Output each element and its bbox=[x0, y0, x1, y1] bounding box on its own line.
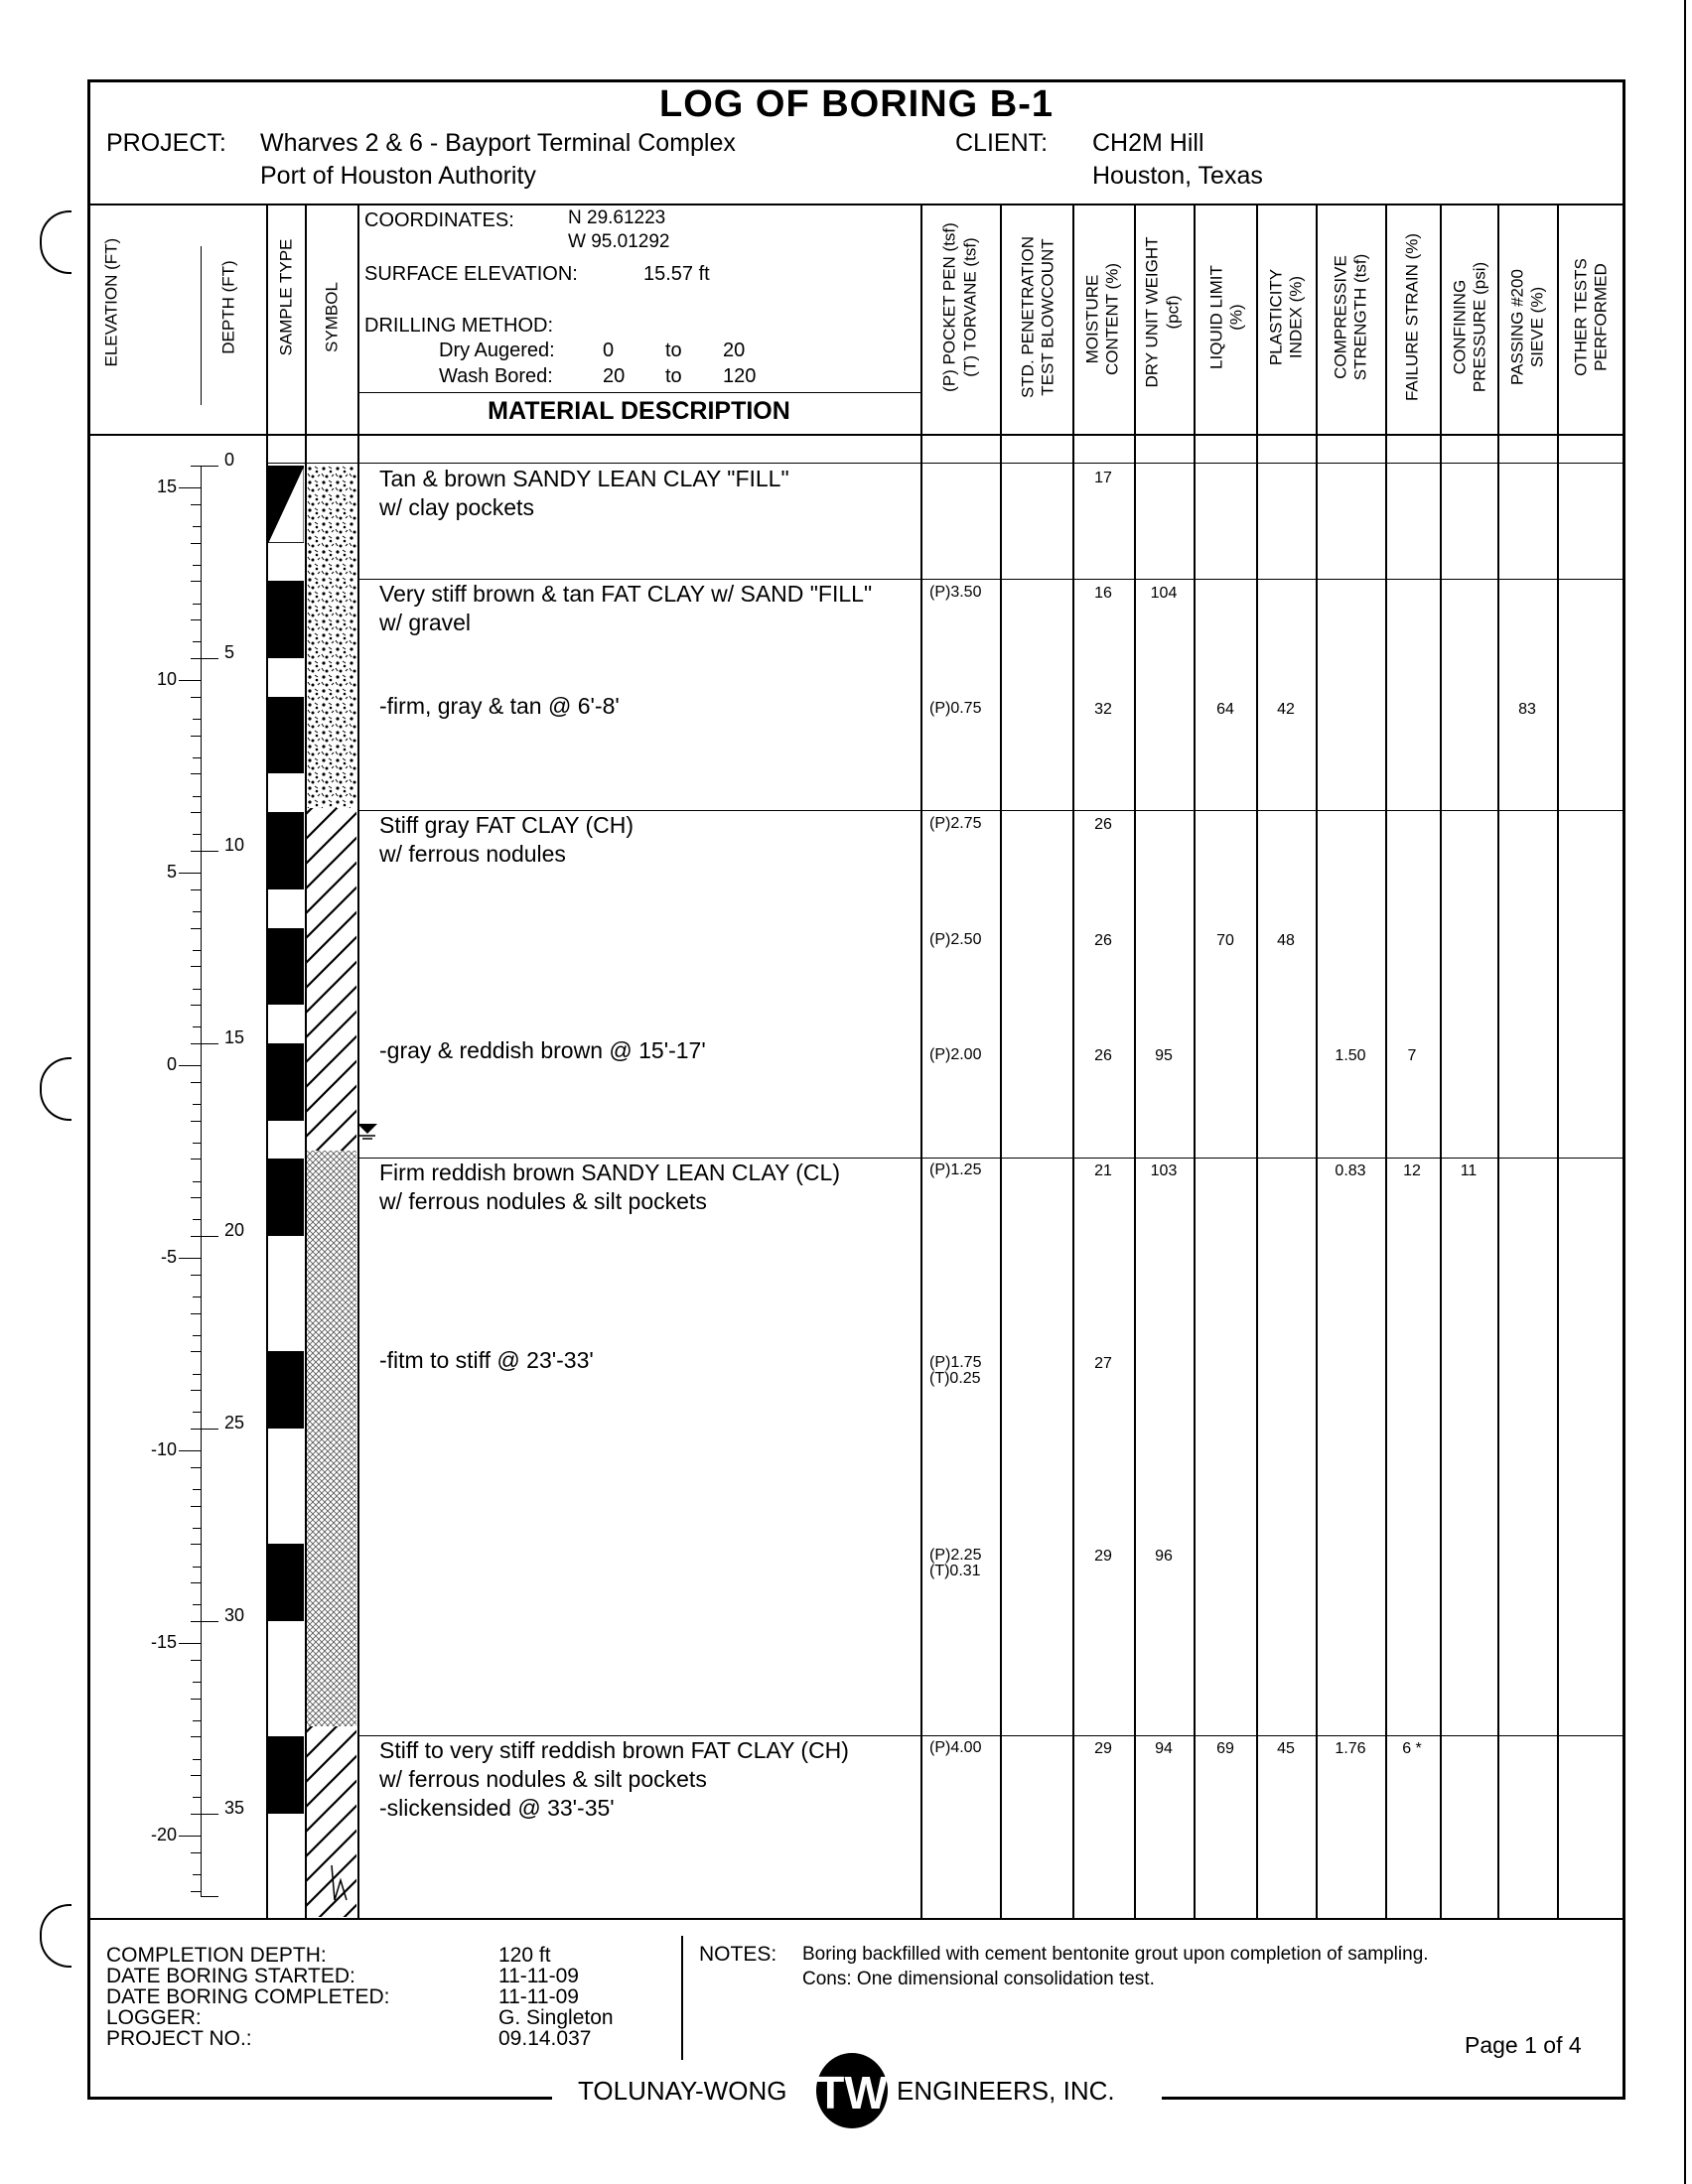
lab-value-dry: 103 bbox=[1150, 1162, 1178, 1180]
stratum-description: Stiff gray FAT CLAY (CH) w/ ferrous nodules bbox=[379, 812, 634, 867]
elevation-tick bbox=[193, 1143, 201, 1144]
other-tests-header-line1: OTHER TESTS bbox=[1571, 258, 1591, 376]
elevation-label: -15 bbox=[150, 1632, 177, 1653]
date-started-label: DATE BORING STARTED: bbox=[106, 1965, 355, 1987]
notes-label: NOTES: bbox=[699, 1943, 777, 1966]
elevation-tick bbox=[193, 1682, 201, 1683]
company-name-right: ENGINEERS, INC. bbox=[897, 2076, 1115, 2106]
elevation-tick bbox=[193, 1181, 201, 1182]
elevation-label: 0 bbox=[166, 1054, 177, 1075]
depth-label: 15 bbox=[224, 1027, 245, 1047]
elevation-tick bbox=[193, 1489, 201, 1490]
logger-value: G. Singleton bbox=[498, 2006, 614, 2029]
header-bottom-rule bbox=[87, 204, 1625, 205]
stratum-note: -fitm to stiff @ 23'-33' bbox=[379, 1347, 594, 1373]
scale-tick bbox=[191, 1005, 201, 1006]
scale-tick bbox=[191, 1544, 201, 1545]
column-divider bbox=[1316, 204, 1318, 1918]
elevation-tick bbox=[179, 1643, 201, 1644]
elevation-tick bbox=[193, 989, 201, 990]
depth-label: 5 bbox=[224, 642, 235, 662]
elevation-tick bbox=[179, 680, 201, 681]
elevation-header: ELEVATION (FT) bbox=[101, 237, 121, 367]
confining-header-line1: CONFINING bbox=[1450, 279, 1470, 375]
scale-tick bbox=[191, 543, 201, 544]
passing-header-line2: SIEVE (%) bbox=[1527, 286, 1547, 368]
lab-value-mc: 27 bbox=[1094, 1355, 1112, 1373]
elevation-tick bbox=[193, 1567, 201, 1568]
lab-value-cs: 1.50 bbox=[1335, 1047, 1366, 1064]
svg-text:TW: TW bbox=[816, 2067, 888, 2118]
soil-symbol-column bbox=[307, 466, 356, 1917]
confining-header-line2: PRESSURE (psi) bbox=[1470, 261, 1489, 393]
lab-value-fs: 7 bbox=[1407, 1047, 1417, 1064]
date-completed-value: 11-11-09 bbox=[498, 1985, 579, 2008]
lab-value-p200: 83 bbox=[1518, 700, 1536, 718]
lab-value-cs: 1.76 bbox=[1335, 1740, 1366, 1758]
column-header-bottom-rule bbox=[87, 434, 1625, 436]
scale-tick bbox=[191, 1814, 218, 1815]
elevation-label: -20 bbox=[150, 1825, 177, 1845]
lab-value-mc: 16 bbox=[1094, 585, 1112, 603]
project-name: Wharves 2 & 6 - Bayport Terminal Complex bbox=[260, 129, 736, 157]
elevation-tick bbox=[193, 1759, 201, 1760]
depth-label: 25 bbox=[224, 1413, 245, 1433]
scale-tick bbox=[191, 1351, 201, 1352]
elevation-tick bbox=[193, 1412, 201, 1413]
lab-value-dry: 95 bbox=[1155, 1047, 1173, 1064]
elevation-tick bbox=[193, 834, 201, 835]
dry-augered-from: 0 bbox=[603, 340, 615, 361]
scale-tick bbox=[191, 504, 201, 505]
failure-strain-header: FAILURE STRAIN (%) bbox=[1402, 232, 1422, 402]
scale-tick bbox=[191, 619, 201, 620]
lab-value-fs: 12 bbox=[1403, 1162, 1421, 1180]
stratum-note: -firm, gray & tan @ 6'-8' bbox=[379, 693, 620, 719]
stratum-description: Stiff to very stiff reddish brown FAT CLAY (CH) w/ ferrous nodules & silt pockets -slickensided @ 33'-35' bbox=[379, 1737, 849, 1821]
scale-tick bbox=[191, 1275, 201, 1276]
pocket-pen-header: (P) POCKET PEN (tsf) bbox=[939, 222, 959, 392]
lab-value-ll: 64 bbox=[1216, 700, 1234, 718]
elevation-tick bbox=[193, 1026, 201, 1027]
lab-value-dry: 104 bbox=[1150, 585, 1178, 603]
scale-tick bbox=[191, 736, 201, 737]
scale-tick bbox=[191, 1582, 201, 1583]
project-label: PROJECT: bbox=[106, 129, 226, 157]
spt-header-line1: STD. PENETRATION bbox=[1018, 235, 1038, 399]
coordinates-label: COORDINATES: bbox=[364, 209, 514, 231]
scale-tick bbox=[191, 1429, 218, 1430]
compressive-header-line2: STRENGTH (tsf) bbox=[1350, 253, 1370, 381]
elevation-tick bbox=[193, 1528, 201, 1529]
elevation-tick bbox=[193, 641, 201, 642]
sample-shelby-tube bbox=[268, 581, 304, 658]
scale-tick bbox=[191, 1043, 218, 1044]
elevation-tick bbox=[193, 1720, 201, 1721]
binder-hole-top bbox=[40, 210, 71, 274]
lab-value-torvane: (T)0.31 bbox=[929, 1563, 981, 1580]
note-line1: Boring backfilled with cement bentonite grout upon completion of sampling. bbox=[802, 1944, 1429, 1965]
stratum-description: Very stiff brown & tan FAT CLAY w/ SAND "FILL" w/ gravel bbox=[379, 581, 873, 635]
elevation-tick bbox=[193, 1104, 201, 1105]
column-divider bbox=[1557, 204, 1559, 1918]
scale-tick bbox=[191, 928, 201, 929]
water-level-icon bbox=[355, 1122, 379, 1142]
lab-value-mc: 29 bbox=[1094, 1548, 1112, 1566]
scale-tick bbox=[191, 581, 201, 582]
lab-value-pen: (P)2.75 bbox=[929, 815, 982, 833]
column-divider bbox=[1497, 204, 1499, 1918]
drilling-method-label: DRILLING METHOD: bbox=[364, 315, 554, 337]
material-description-rule bbox=[357, 392, 920, 393]
elevation-tick bbox=[179, 1065, 201, 1066]
elevation-tick bbox=[193, 565, 201, 566]
depth-label: 30 bbox=[224, 1605, 245, 1625]
binder-hole-bottom bbox=[40, 1904, 71, 1968]
elevation-tick bbox=[193, 1219, 201, 1220]
elevation-tick bbox=[193, 1874, 201, 1875]
scale-tick bbox=[191, 658, 218, 659]
elevation-tick bbox=[193, 911, 201, 912]
wash-bored-to-word: to bbox=[665, 365, 682, 387]
log-bottom-rule bbox=[87, 1918, 1625, 1920]
scale-tick bbox=[191, 1621, 218, 1622]
coordinates-north: N 29.61223 bbox=[568, 207, 666, 228]
moisture-header-line1: MOISTURE bbox=[1082, 274, 1102, 364]
plasticity-header-line1: PLASTICITY bbox=[1266, 268, 1286, 366]
dry-augered-to: 20 bbox=[723, 340, 746, 361]
surface-elevation-value: 15.57 ft bbox=[643, 263, 710, 285]
elevation-tick bbox=[193, 950, 201, 951]
symbol-header: SYMBOL bbox=[322, 282, 342, 352]
column-divider bbox=[1194, 204, 1196, 1918]
plasticity-header-line2: INDEX (%) bbox=[1286, 275, 1306, 359]
elevation-label: 10 bbox=[156, 669, 177, 690]
date-completed-label: DATE BORING COMPLETED: bbox=[106, 1985, 390, 2008]
lab-value-mc: 26 bbox=[1094, 1047, 1112, 1064]
material-description-heading: MATERIAL DESCRIPTION bbox=[488, 397, 790, 425]
lab-value-mc: 26 bbox=[1094, 816, 1112, 834]
logger-label: LOGGER: bbox=[106, 2006, 202, 2029]
lab-value-pen: (P)1.25 bbox=[929, 1161, 982, 1179]
lab-value-ll: 70 bbox=[1216, 931, 1234, 949]
elevation-label: -5 bbox=[160, 1247, 177, 1268]
lab-value-cp: 11 bbox=[1460, 1162, 1478, 1180]
scale-tick bbox=[191, 1852, 201, 1853]
dry-unit-header-line1: DRY UNIT WEIGHT bbox=[1142, 236, 1162, 388]
lab-value-mc: 29 bbox=[1094, 1740, 1112, 1758]
lab-value-pen: (P)2.00 bbox=[929, 1046, 982, 1063]
elevation-label: 5 bbox=[166, 862, 177, 883]
elevation-label: -10 bbox=[150, 1439, 177, 1460]
note-line2: Cons: One dimensional consolidation test. bbox=[802, 1969, 1155, 1989]
column-divider bbox=[357, 204, 359, 1918]
surface-elevation-label: SURFACE ELEVATION: bbox=[364, 263, 578, 285]
page-number: Page 1 of 4 bbox=[1465, 2032, 1582, 2058]
sample-shelby-tube bbox=[268, 1351, 304, 1429]
elevation-tick bbox=[193, 757, 201, 758]
lab-value-pi: 48 bbox=[1277, 931, 1295, 949]
sample-shelby-tube bbox=[268, 812, 304, 889]
elevation-tick bbox=[193, 796, 201, 797]
lab-value-dry: 96 bbox=[1155, 1548, 1173, 1566]
depth-scale-bottom bbox=[201, 1896, 218, 1897]
client-label: CLIENT: bbox=[955, 129, 1049, 157]
sample-type-header: SAMPLE TYPE bbox=[276, 238, 296, 356]
elevation-tick bbox=[179, 1258, 201, 1259]
elevation-tick bbox=[193, 1335, 201, 1336]
scale-tick bbox=[191, 1197, 201, 1198]
elevation-tick bbox=[193, 1797, 201, 1798]
lab-value-pen: (P)1.75 bbox=[929, 1354, 982, 1372]
liquid-limit-header-line1: LIQUID LIMIT bbox=[1206, 265, 1226, 369]
moisture-header-line2: CONTENT (%) bbox=[1102, 263, 1122, 376]
elevation-tick bbox=[193, 1374, 201, 1375]
other-tests-header-line2: PERFORMED bbox=[1591, 263, 1611, 371]
dry-augered-to-word: to bbox=[665, 340, 682, 361]
sandy-lean-clay-symbol bbox=[307, 1151, 356, 1726]
depth-scale-axis bbox=[201, 466, 202, 1897]
lab-value-torvane: (T)0.25 bbox=[929, 1370, 981, 1388]
fill-symbol bbox=[307, 466, 356, 808]
stratum-description: Tan & brown SANDY LEAN CLAY "FILL" w/ clay pockets bbox=[379, 466, 789, 520]
lab-value-pen: (P)0.75 bbox=[929, 699, 982, 717]
client-location: Houston, Texas bbox=[1092, 162, 1263, 190]
lab-value-mc: 26 bbox=[1094, 931, 1112, 949]
scale-tick bbox=[191, 1736, 201, 1737]
banner-rule-right bbox=[1162, 2097, 1625, 2100]
lab-value-dry: 94 bbox=[1155, 1740, 1173, 1758]
lab-value-mc: 17 bbox=[1094, 470, 1112, 486]
sample-shelby-tube bbox=[268, 1736, 304, 1814]
elevation-tick bbox=[193, 526, 201, 527]
elevation-tick bbox=[179, 487, 201, 488]
wash-bored-from: 20 bbox=[603, 365, 626, 387]
lab-value-cs: 0.83 bbox=[1335, 1162, 1366, 1180]
lab-value-ll: 69 bbox=[1216, 1740, 1234, 1758]
footer-divider bbox=[681, 1936, 683, 2060]
dry-unit-header-line2: (pcf) bbox=[1163, 295, 1183, 330]
scale-tick bbox=[191, 1891, 201, 1892]
scale-tick bbox=[191, 889, 201, 890]
liquid-limit-header-line2: (%) bbox=[1226, 304, 1246, 331]
depth-label: 20 bbox=[224, 1220, 245, 1240]
scale-tick bbox=[191, 1506, 201, 1507]
lab-value-pen: (P)4.00 bbox=[929, 1739, 982, 1757]
fat-clay-symbol bbox=[307, 1726, 356, 1917]
coordinates-west: W 95.01292 bbox=[568, 231, 670, 252]
passing-header-line1: PASSING #200 bbox=[1507, 269, 1527, 385]
scale-tick bbox=[191, 773, 201, 774]
scale-tick bbox=[191, 1390, 201, 1391]
scale-tick bbox=[191, 1699, 201, 1700]
depth-label: 35 bbox=[224, 1798, 245, 1818]
lab-value-mc: 32 bbox=[1094, 700, 1112, 718]
elevation-tick bbox=[179, 873, 201, 874]
scale-tick bbox=[191, 1236, 218, 1237]
scale-tick bbox=[191, 812, 201, 813]
scale-tick bbox=[191, 1775, 201, 1776]
banner-rule-left bbox=[87, 2097, 552, 2100]
client-name: CH2M Hill bbox=[1092, 129, 1204, 157]
stratum-note: -gray & reddish brown @ 15'-17' bbox=[379, 1037, 706, 1063]
completion-depth-label: COMPLETION DEPTH: bbox=[106, 1944, 327, 1967]
scale-tick bbox=[191, 1082, 201, 1083]
scale-tick bbox=[191, 1313, 201, 1314]
page-title: LOG OF BORING B-1 bbox=[659, 83, 1054, 125]
wash-bored-label: Wash Bored: bbox=[439, 365, 553, 387]
sample-shelby-tube bbox=[268, 1159, 304, 1236]
sample-shelby-tube bbox=[268, 1544, 304, 1621]
depth-header: DEPTH (FT) bbox=[218, 260, 238, 354]
scale-tick bbox=[191, 1159, 201, 1160]
elevation-tick bbox=[193, 1604, 201, 1605]
sample-shelby-tube bbox=[268, 1043, 304, 1121]
company-name-left: TOLUNAY-WONG bbox=[578, 2076, 787, 2106]
elevation-tick bbox=[193, 719, 201, 720]
lab-value-pen: (P)2.25 bbox=[929, 1547, 982, 1565]
project-no-value: 09.14.037 bbox=[498, 2027, 592, 2050]
wash-bored-to: 120 bbox=[723, 365, 757, 387]
column-divider bbox=[1256, 204, 1258, 1918]
lab-value-fs: 6 * bbox=[1402, 1740, 1422, 1758]
binder-hole-middle bbox=[40, 1057, 71, 1121]
scale-tick bbox=[191, 466, 218, 467]
elevation-tick bbox=[179, 1450, 201, 1451]
sample-split-spoon bbox=[268, 466, 304, 543]
lab-value-mc: 21 bbox=[1094, 1162, 1112, 1180]
scale-tick bbox=[191, 1660, 201, 1661]
depth-label: 0 bbox=[224, 450, 235, 470]
column-divider bbox=[1000, 204, 1002, 1918]
elevation-tick bbox=[193, 604, 201, 605]
torvane-header: (T) TORVANE (tsf) bbox=[960, 237, 980, 377]
stratum-description: Firm reddish brown SANDY LEAN CLAY (CL) w/ ferrous nodules & silt pockets bbox=[379, 1160, 840, 1214]
page-edge-line bbox=[1684, 0, 1686, 2184]
depth-label: 10 bbox=[224, 835, 245, 855]
lab-value-pi: 42 bbox=[1277, 700, 1295, 718]
spt-header-line2: TEST BLOWCOUNT bbox=[1038, 238, 1058, 396]
scale-tick bbox=[191, 1121, 201, 1122]
log-top-rule bbox=[266, 463, 1625, 464]
project-owner: Port of Houston Authority bbox=[260, 162, 536, 190]
project-no-label: PROJECT NO.: bbox=[106, 2027, 252, 2050]
lab-value-pen: (P)3.50 bbox=[929, 584, 982, 602]
scale-tick bbox=[191, 697, 201, 698]
scale-tick bbox=[191, 1467, 201, 1468]
sample-shelby-tube bbox=[268, 697, 304, 774]
scale-tick bbox=[191, 966, 201, 967]
scale-tick bbox=[191, 851, 218, 852]
lab-value-pen: (P)2.50 bbox=[929, 930, 982, 948]
sample-shelby-tube bbox=[268, 928, 304, 1006]
completion-depth-value: 120 ft bbox=[498, 1944, 551, 1967]
fat-clay-symbol bbox=[307, 808, 356, 1151]
elevation-label: 15 bbox=[156, 477, 177, 497]
company-logo bbox=[806, 2043, 898, 2142]
elevation-depth-separator bbox=[201, 246, 202, 405]
lab-value-pi: 45 bbox=[1277, 1740, 1295, 1758]
dry-augered-label: Dry Augered: bbox=[439, 340, 555, 361]
column-divider bbox=[920, 204, 922, 1918]
date-started-value: 11-11-09 bbox=[498, 1965, 579, 1987]
compressive-header-line1: COMPRESSIVE bbox=[1331, 255, 1350, 379]
elevation-tick bbox=[179, 1836, 201, 1837]
